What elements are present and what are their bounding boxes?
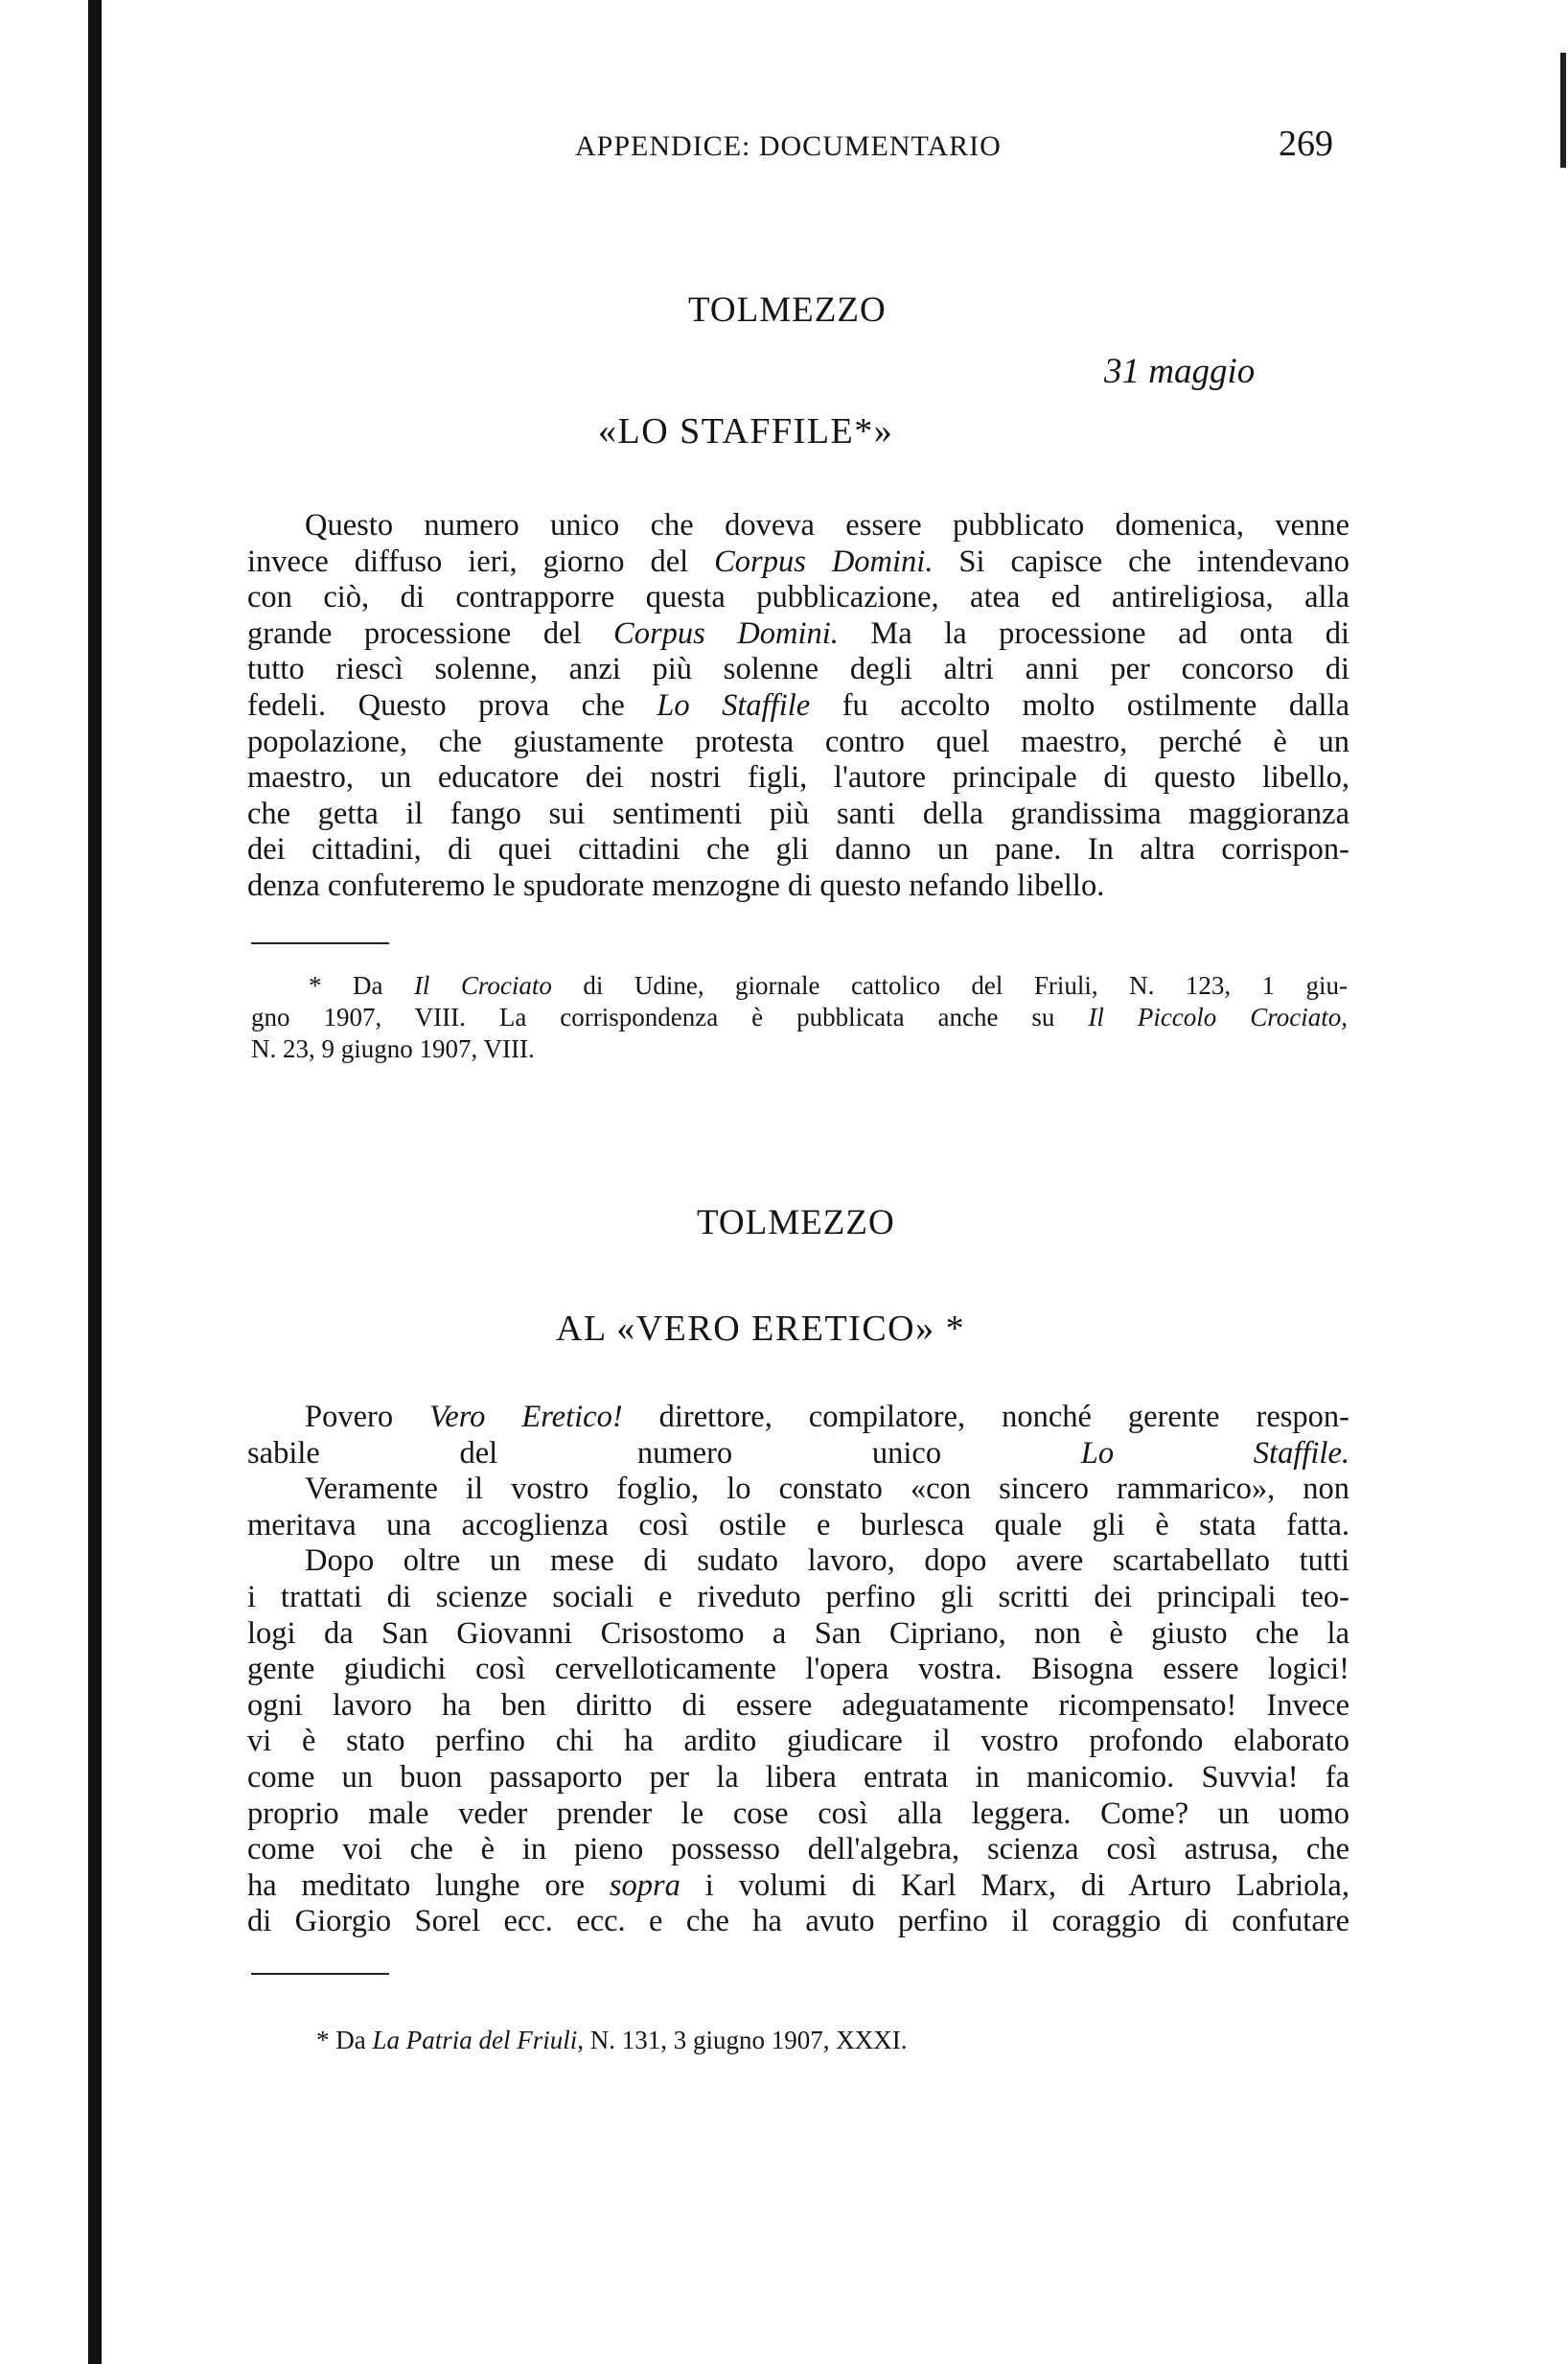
section-2-title: AL «VERO ERETICO» * [556,1309,966,1349]
text-run: come voi che è in pieno possesso dell'algebra, scienza così astrusa, che [247,1832,1349,1867]
text-line [247,688,1349,725]
italic-run: sopra [609,1867,680,1903]
text-run: dei cittadini, di quei cittadini che gli danno un pane. In altra corrispon- [247,832,1349,868]
text-line [247,1724,1349,1760]
section-1-title: «LO STAFFILE*» [598,411,894,452]
text-line [247,1400,1349,1436]
footnote-rule-2 [251,1973,389,1975]
italic-run: Corpus Domini. [714,544,934,579]
text-run: Povero [305,1400,430,1434]
text-run: popolazione, che giustamente protesta contro quel maestro, perché è un [247,724,1349,759]
section-1-place: TOLMEZZO [688,290,887,330]
text-run: di Giorgio Sorel ecc. ecc. e che ha avuto perfino il coraggio di confutare [247,1904,1349,1939]
text-line [247,1543,1349,1580]
section-2-body [247,1400,1349,1940]
italic-run: Il Piccolo Crociato, [1088,1003,1348,1031]
text-run: proprio male veder prender le cose così alla leggera. Come? un uomo [247,1796,1349,1831]
text-run: Si capisce che intendevano [933,544,1349,579]
text-line [247,616,1349,653]
text-line [251,970,1348,1002]
text-line [247,545,1349,581]
text-run: vi è stato perfino chi ha ardito giudicare il vostro profondo elaborato [247,1724,1349,1759]
text-run: Dopo oltre un mese di sudato lavoro, dopo avere scartabellato tutti [305,1543,1349,1579]
text-run: logi da San Giovanni Crisostomo a San Cipriano, non è giusto che la [247,1615,1349,1651]
text-run: fu accolto molto ostilmente dalla [810,687,1349,723]
text-line [247,1868,1349,1905]
text-line [247,869,1349,905]
text-run: denza confuteremo le spudorate menzogne di questo nefando libello. [247,868,1105,903]
text-run: Veramente il vostro foglio, lo constato «con sincero rammarico», non [305,1472,1349,1507]
italic-run: Lo Staffile. [1080,1435,1349,1471]
section-2-place: TOLMEZZO [697,1203,895,1242]
italic-run: Il Crociato [413,971,552,1000]
text-run: meritava una accoglienza così ostile e burlesca quale gli è stata fatta. [247,1507,1349,1542]
text-run: N. 131, 3 giugno 1907, XXXI. [584,2026,908,2054]
text-run: che getta il fango sui sentimenti più santi della grandissima maggioranza [247,796,1349,831]
text-run: i volumi di Karl Marx, di Arturo Labriola, [680,1867,1349,1903]
text-run: * Da [309,971,414,1000]
text-run: ha meditato lunghe ore [247,1867,610,1903]
running-head: APPENDICE: DOCUMENTARIO [575,130,1002,162]
text-run: i trattati di scienze sociali e riveduto perfino gli scritti dei principali teo- [247,1579,1349,1614]
text-run: Questo numero unico che doveva essere pubblicato domenica, venne [305,508,1349,543]
text-run: sabile del numero unico [247,1435,1081,1471]
section-1-footnote [251,970,1348,1065]
text-line [251,1033,1348,1065]
text-run: * Da [316,2026,373,2054]
text-run: gente giudichi così cervelloticamente l'opera vostra. Bisogna essere logici! [247,1652,1349,1687]
text-line [247,1688,1349,1725]
text-line [247,1508,1349,1544]
text-line [247,652,1349,688]
scan-edge-right [1560,53,1566,168]
text-line [247,1472,1349,1508]
italic-run: Vero Eretico! [429,1400,623,1434]
text-line [316,2025,1179,2056]
text-run: con ciò, di contrapporre questa pubblicazione, atea ed antireligiosa, alla [247,580,1349,615]
text-line [247,1652,1349,1688]
text-run: direttore, compilatore, nonché gerente respon- [622,1400,1349,1434]
text-line [247,760,1349,797]
text-line [251,1002,1348,1033]
italic-run: Lo Staffile [657,687,811,723]
scan-edge-left [88,0,102,2364]
text-line [247,725,1349,761]
section-1-body [247,508,1349,905]
footnote-rule-1 [251,942,389,944]
text-line [247,1616,1349,1653]
text-line [247,1832,1349,1868]
text-line [247,1796,1349,1833]
section-1-date: 31 maggio [1104,352,1256,391]
text-run: N. 23, 9 giugno 1907, VIII. [251,1034,535,1063]
text-run: come un buon passaporto per la libera entrata in manicomio. Suvvia! fa [247,1759,1349,1795]
italic-run: Corpus Domini. [613,615,839,651]
italic-run: La Patria del Friuli, [372,2026,584,2054]
text-run: Ma la processione ad onta di [838,615,1349,651]
text-run: ogni lavoro ha ben diritto di essere adeguatamente ricompensato! Invece [247,1687,1349,1723]
text-line [247,797,1349,833]
text-run: gno 1907, VIII. La corrispondenza è pubblicata anche su [251,1003,1089,1031]
text-run: invece diffuso ieri, giorno del [247,544,715,579]
text-run: tutto riescì solenne, anzi più solenne degli altri anni per concorso di [247,652,1349,687]
text-run: grande processione del [247,615,614,651]
text-run: maestro, un educatore dei nostri figli, l'autore principale di questo libello, [247,760,1349,796]
text-line [247,580,1349,616]
text-line [247,1436,1349,1472]
text-line [247,508,1349,545]
text-line [247,1580,1349,1616]
section-2-footnote [316,2025,1179,2056]
text-line [247,1904,1349,1940]
text-run: di Udine, giornale cattolico del Friuli, N. 123, 1 giu- [551,971,1348,1000]
page-number: 269 [1279,124,1333,164]
text-line [247,832,1349,869]
text-line [247,1760,1349,1796]
text-run: fedeli. Questo prova che [247,687,657,723]
